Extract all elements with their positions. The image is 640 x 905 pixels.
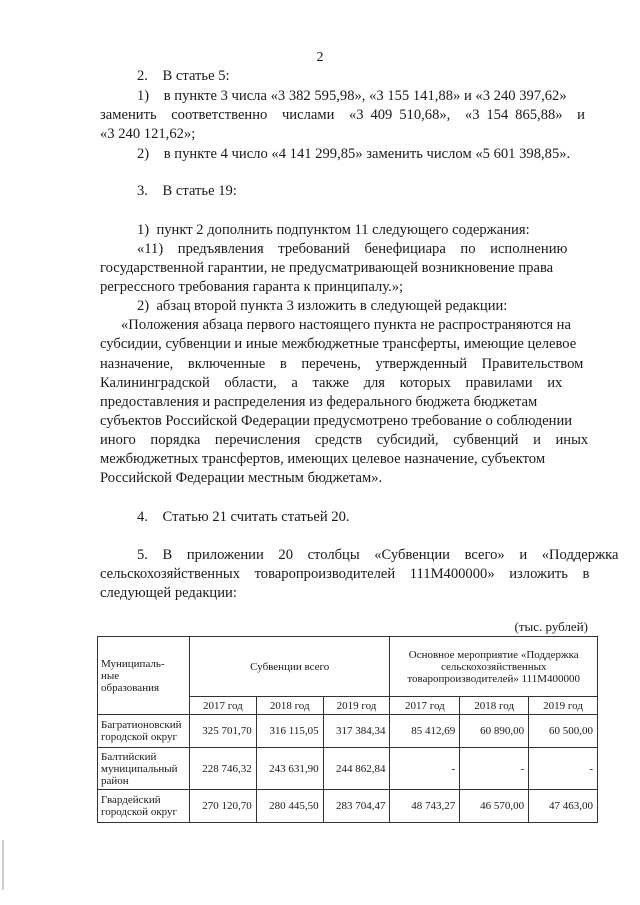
row-municipality: Багратионовский городской округ bbox=[98, 715, 190, 748]
quote-line-8: межбюджетных трансфертов, имеющих целевое назначение, субъектом bbox=[100, 451, 546, 467]
cell-value: 60 500,00 bbox=[529, 715, 598, 748]
cell-value: 316 115,05 bbox=[256, 715, 323, 748]
header-municipality: Муниципаль- ные образования bbox=[98, 637, 190, 715]
cell-value: 317 384,34 bbox=[323, 715, 390, 748]
table-row bbox=[98, 715, 598, 748]
header-agri-support: Основное мероприятие «Поддержка сельскохозяйственных товаропроизводителей» 111М400000 bbox=[390, 637, 598, 697]
table-header-row bbox=[98, 637, 598, 697]
quote-line-5: предоставления и распределения из федерального бюджета бюджетам bbox=[100, 394, 538, 410]
quote-line-1: «Положения абзаца первого настоящего пункта не распространяются на bbox=[121, 317, 571, 333]
item-3-sub2: 2) абзац второй пункта 3 изложить в следующей редакции: bbox=[137, 298, 508, 314]
cell-value: 325 701,70 bbox=[189, 715, 256, 748]
cell-value: - bbox=[390, 748, 460, 790]
item-3-heading: 3. В статье 19: bbox=[137, 183, 237, 199]
year-header: 2019 год bbox=[529, 697, 598, 715]
units-label: (тыс. рублей) bbox=[514, 619, 588, 634]
cell-value: 60 890,00 bbox=[460, 715, 529, 748]
cell-value: 280 445,50 bbox=[256, 790, 323, 823]
cell-value: 283 704,47 bbox=[323, 790, 390, 823]
table-row bbox=[98, 748, 598, 790]
item-2-heading: 2. В статье 5: bbox=[137, 68, 230, 84]
cell-value: 46 570,00 bbox=[460, 790, 529, 823]
quote-line-4: Калининградской области, а также для которых правилами их bbox=[100, 375, 563, 391]
item-5-line3: следующей редакции: bbox=[100, 585, 237, 601]
year-header: 2018 год bbox=[460, 697, 529, 715]
year-header: 2018 год bbox=[256, 697, 323, 715]
cell-value: - bbox=[529, 748, 598, 790]
item-5-line2: сельскохозяйственных товаропроизводителей 111М400000» изложить в bbox=[100, 566, 590, 582]
item-2-sub2: 2) в пункте 4 число «4 141 299,85» заменить числом «5 601 398,85». bbox=[137, 146, 571, 162]
cell-value: 228 746,32 bbox=[189, 748, 256, 790]
quote-line-9: Российской Федерации местным бюджетам». bbox=[100, 470, 383, 486]
item-3-sub1-line3: государственной гарантии, не предусматривающей возникновение права bbox=[100, 260, 554, 276]
cell-value: 243 631,90 bbox=[256, 748, 323, 790]
cell-value: 270 120,70 bbox=[189, 790, 256, 823]
quote-line-2: субсидии, субвенции и иные межбюджетные трансферты, имеющие целевое bbox=[100, 336, 577, 352]
cell-value: - bbox=[460, 748, 529, 790]
cell-value: 48 743,27 bbox=[390, 790, 460, 823]
page-number: 2 bbox=[316, 50, 324, 65]
quote-line-6: субъектов Российской Федерации предусмотрено требование о соблюдении bbox=[100, 413, 573, 429]
item-3-sub1-line2: «11) предъявления требований бенефициара по исполнению bbox=[137, 241, 568, 257]
quote-line-7: иного порядка перечисления средств субсидий, субвенций и иных bbox=[100, 432, 589, 448]
item-2-sub1-line1: 1) в пункте 3 числа «3 382 595,98», «3 155 141,88» и «3 240 397,62» bbox=[137, 88, 567, 104]
budget-table bbox=[97, 636, 598, 823]
item-2-sub1-line2: заменить соответственно числами «3 409 510,68», «3 154 865,88» и bbox=[100, 107, 585, 123]
year-header: 2019 год bbox=[323, 697, 390, 715]
quote-line-3: назначение, включенные в перечень, утвержденный Правительством bbox=[100, 356, 584, 372]
row-municipality: Балтийский муниципальный район bbox=[98, 748, 190, 790]
row-municipality: Гвардейский городской округ bbox=[98, 790, 190, 823]
table-row bbox=[98, 790, 598, 823]
year-header: 2017 год bbox=[390, 697, 460, 715]
header-subventions: Субвенции всего bbox=[189, 637, 389, 697]
cell-value: 244 862,84 bbox=[323, 748, 390, 790]
scan-edge-mark bbox=[2, 840, 4, 890]
year-header: 2017 год bbox=[189, 697, 256, 715]
item-5-line1: 5. В приложении 20 столбцы «Субвенции всего» и «Поддержка bbox=[137, 547, 619, 563]
item-3-sub1-line1: 1) пункт 2 дополнить подпунктом 11 следующего содержания: bbox=[137, 222, 530, 238]
item-3-sub1-line4: регрессного требования гаранта к принципалу.»; bbox=[100, 279, 404, 295]
cell-value: 85 412,69 bbox=[390, 715, 460, 748]
cell-value: 47 463,00 bbox=[529, 790, 598, 823]
item-2-sub1-line3: «3 240 121,62»; bbox=[100, 126, 196, 142]
item-4: 4. Статью 21 считать статьей 20. bbox=[137, 509, 350, 525]
